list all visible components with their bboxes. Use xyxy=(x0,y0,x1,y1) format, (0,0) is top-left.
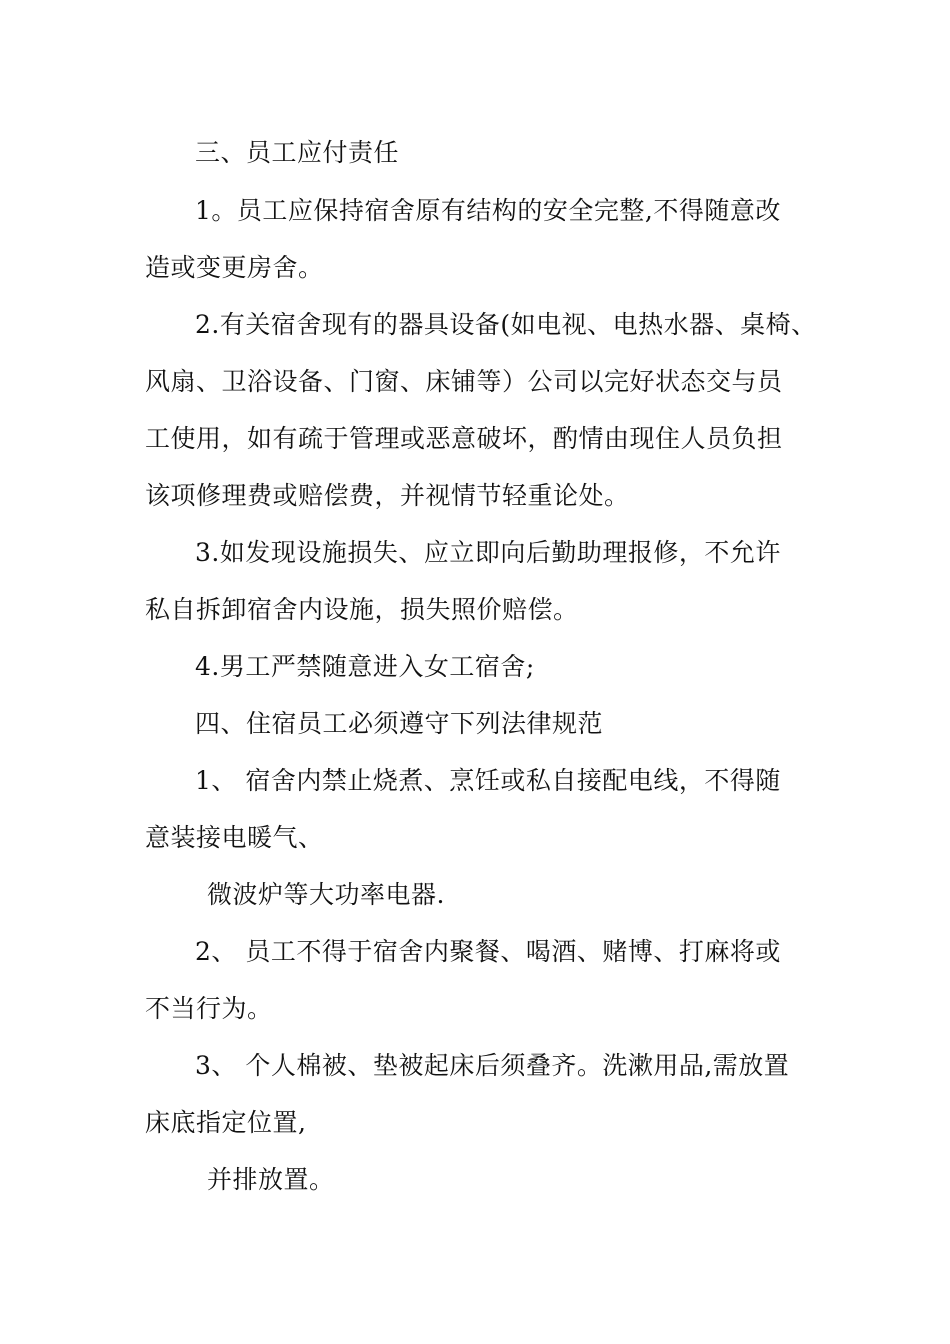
paragraph-line: 微波炉等大功率电器. xyxy=(207,880,445,909)
paragraph-line: 2、 员工不得于宿舍内聚餐、喝酒、赌博、打麻将或 xyxy=(195,937,781,966)
section-heading-4: 四、住宿员工必须遵守下列法律规范 xyxy=(195,709,604,738)
paragraph-line: 4.男工严禁随意进入女工宿舍; xyxy=(195,652,535,681)
paragraph-line: 风扇、卫浴设备、门窗、床铺等）公司以完好状态交与员 xyxy=(145,367,783,396)
paragraph-line: 意装接电暖气、 xyxy=(145,823,324,852)
paragraph-line: 该项修理费或赔偿费，并视情节轻重论处。 xyxy=(145,481,630,510)
paragraph-line: 3、 个人棉被、垫被起床后须叠齐。洗漱用品,需放置 xyxy=(195,1051,790,1080)
paragraph-line: 1、 宿舍内禁止烧煮、烹饪或私自接配电线，不得随 xyxy=(195,766,781,795)
paragraph-line: 并排放置。 xyxy=(207,1165,335,1194)
paragraph-line: 床底指定位置, xyxy=(145,1108,307,1137)
paragraph-line: 2.有关宿舍现有的器具设备(如电视、电热水器、桌椅、 xyxy=(195,310,817,339)
paragraph-line: 造或变更房舍。 xyxy=(145,253,324,282)
paragraph-line: 工使用，如有疏于管理或恶意破坏，酌情由现住人员负担 xyxy=(145,424,783,453)
paragraph-line: 3.如发现设施损失、应立即向后勤助理报修，不允许 xyxy=(195,538,781,567)
paragraph-line: 1。员工应保持宿舍原有结构的安全完整,不得随意改 xyxy=(195,196,781,225)
paragraph-line: 私自拆卸宿舍内设施，损失照价赔偿。 xyxy=(145,595,579,624)
section-heading-3: 三、员工应付责任 xyxy=(195,138,400,167)
paragraph-line: 不当行为。 xyxy=(145,994,273,1023)
